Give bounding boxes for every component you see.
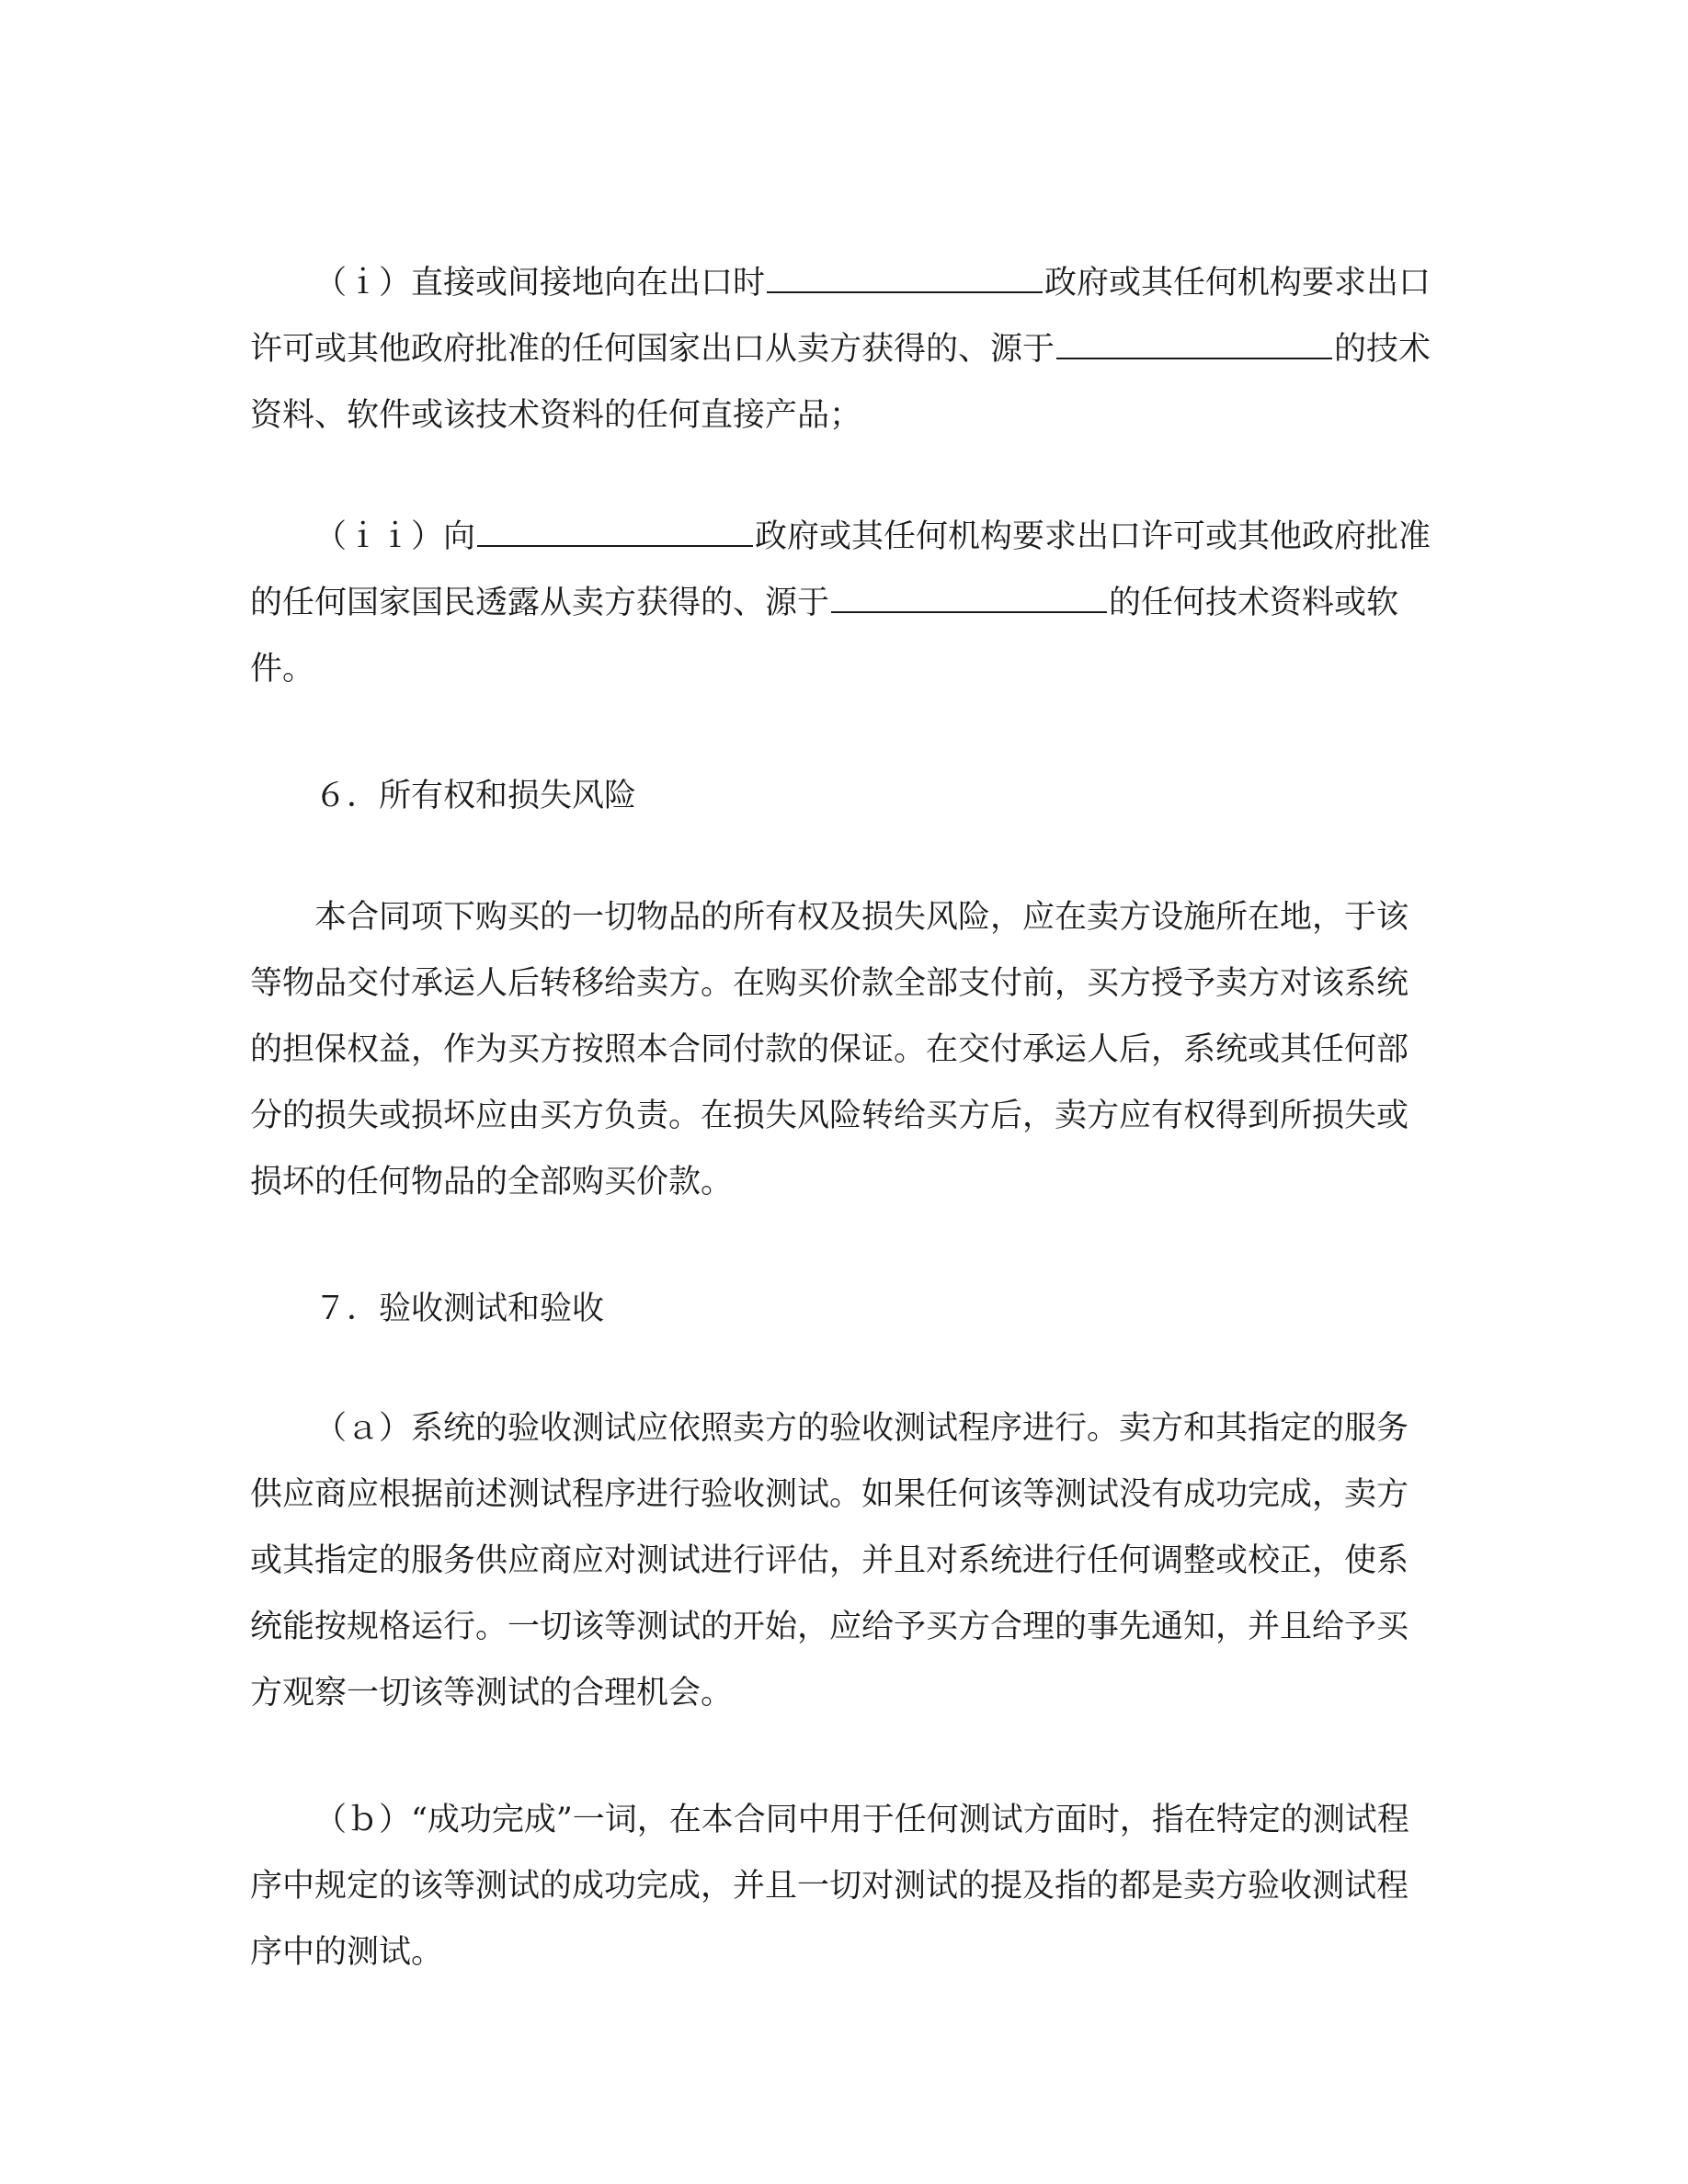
section-7b-line: 序中的测试。 [250, 1934, 444, 1971]
clause-i-text-2a: 许可或其他政府批准的任何国家出口从卖方获得的、源于 [250, 331, 1055, 368]
clause-i-line-2 [250, 316, 1436, 382]
blank-field [831, 574, 1107, 613]
clause-i-text-1b: 政府或其任何机构要求出口 [1044, 265, 1431, 301]
section-6-heading: ６．所有权和损失风险 [314, 778, 637, 814]
clause-ii-text-1b: 政府或其任何机构要求出口许可或其他政府批准 [755, 518, 1431, 555]
clause-ii-line-2 [250, 570, 1436, 636]
blank-field [1056, 321, 1332, 359]
section-7-para-a [250, 1395, 1436, 1726]
clause-i-text-2b: 的技术 [1334, 331, 1431, 368]
section-7-heading: ７．验收测试和验收 [314, 1291, 605, 1327]
section-6-line: 的担保权益，作为买方按照本合同付款的保证。在交付承运人后，系统或其任何部 [250, 1031, 1409, 1068]
clause-ii [250, 504, 1436, 702]
section-6-line: 损坏的任何物品的全部购买价款。 [250, 1164, 734, 1200]
section-7a-line: （ａ）系统的验收测试应依照卖方的验收测试程序进行。卖方和其指定的服务 [314, 1410, 1409, 1447]
clause-ii-text-1a: （ｉｉ）向 [314, 518, 476, 555]
clause-i-text-1a: （ｉ）直接或间接地向在出口时 [314, 265, 766, 301]
section-7a-line: 方观察一切该等测试的合理机会。 [250, 1675, 734, 1712]
blank-field [767, 255, 1043, 293]
section-7b-line: （ｂ）“成功完成”一词，在本合同中用于任何测试方面时，指在特定的测试程 [314, 1802, 1409, 1838]
clause-ii-text-2b: 的任何技术资料或软 [1109, 585, 1399, 621]
clause-ii-text-2a: 的任何国家国民透露从卖方获得的、源于 [250, 585, 830, 621]
section-7a-line: 或其指定的服务供应商应对测试进行评估，并且对系统进行任何调整或校正，使系 [250, 1542, 1409, 1579]
section-6-body [250, 884, 1436, 1215]
section-7-para-b [250, 1787, 1436, 1985]
section-6-line: 等物品交付承运人后转移给卖方。在购买价款全部支付前，买方授予卖方对该系统 [250, 965, 1409, 1002]
clause-ii-line-3: 件。 [250, 651, 315, 688]
section-6-line: 分的损失或损坏应由买方负责。在损失风险转给买方后，卖方应有权得到所损失或 [250, 1098, 1409, 1134]
blank-field [477, 508, 753, 547]
clause-i [250, 250, 1436, 449]
clause-i-line-1 [250, 250, 1436, 316]
section-7b-line: 序中规定的该等测试的成功完成，并且一切对测试的提及指的都是卖方验收测试程 [250, 1868, 1409, 1905]
clause-ii-line-1 [250, 504, 1436, 570]
section-6-line: 本合同项下购买的一切物品的所有权及损失风险，应在卖方设施所在地，于该 [314, 899, 1409, 936]
clause-i-line-3: 资料、软件或该技术资料的任何直接产品； [250, 397, 862, 434]
section-7a-line: 统能按规格运行。一切该等测试的开始，应给予买方合理的事先通知，并且给予买 [250, 1609, 1409, 1645]
section-7a-line: 供应商应根据前述测试程序进行验收测试。如果任何该等测试没有成功完成，卖方 [250, 1476, 1409, 1513]
